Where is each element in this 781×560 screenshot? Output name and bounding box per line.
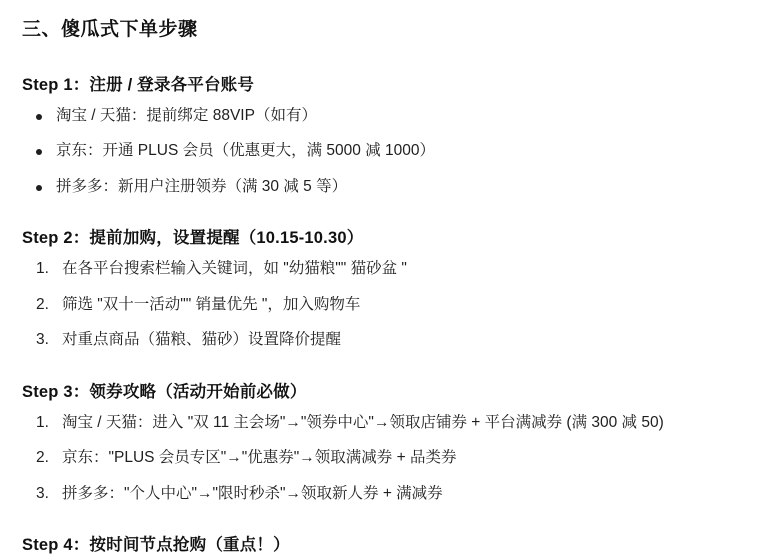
list-item: 对重点商品（猫粮、猫砂）设置降价提醒 — [62, 331, 342, 349]
list-item: 京东："PLUS 会员专区"→"优惠券"→领取满减券 + 品类券 — [62, 449, 457, 467]
step-block-2 — [22, 224, 765, 351]
list-item: 在各平台搜索栏输入关键词，如 "幼猫粮"" 猫砂盆 " — [62, 260, 407, 278]
step-3-title: Step 3：领券攻略（活动开始前必做） — [22, 382, 307, 401]
step-block-3 — [22, 378, 765, 505]
step-3-list — [22, 412, 765, 505]
list-item: 淘宝 / 天猫：进入 "双 11 主会场"→"领券中心"→领取店铺券 + 平台满减券 (满 300 减 50) — [62, 413, 664, 431]
step-block-1 — [22, 71, 765, 198]
step-4-title: Step 4：按时间节点抢购（重点！） — [22, 536, 290, 555]
list-item: 筛选 "双十一活动"" 销量优先 "，加入购物车 — [62, 295, 361, 313]
step-1-title: Step 1：注册 / 登录各平台账号 — [22, 76, 255, 94]
step-block-4 — [22, 531, 765, 555]
step-2-title: Step 2：提前加购，设置提醒（10.15-10.30） — [22, 229, 364, 248]
step-1-list — [22, 105, 765, 198]
step-2-list — [22, 258, 765, 351]
list-item: 淘宝 / 天猫：提前绑定 88VIP（如有） — [34, 105, 765, 127]
page-title: 三、傻瓜式下单步骤 — [22, 19, 198, 40]
list-item: 拼多多："个人中心"→"限时秒杀"→领取新人券 + 满减券 — [62, 484, 443, 502]
list-item: 京东：开通 PLUS 会员（优惠更大，满 5000 减 1000） — [34, 140, 765, 162]
list-item: 拼多多：新用户注册领券（满 30 减 5 等） — [34, 176, 765, 198]
